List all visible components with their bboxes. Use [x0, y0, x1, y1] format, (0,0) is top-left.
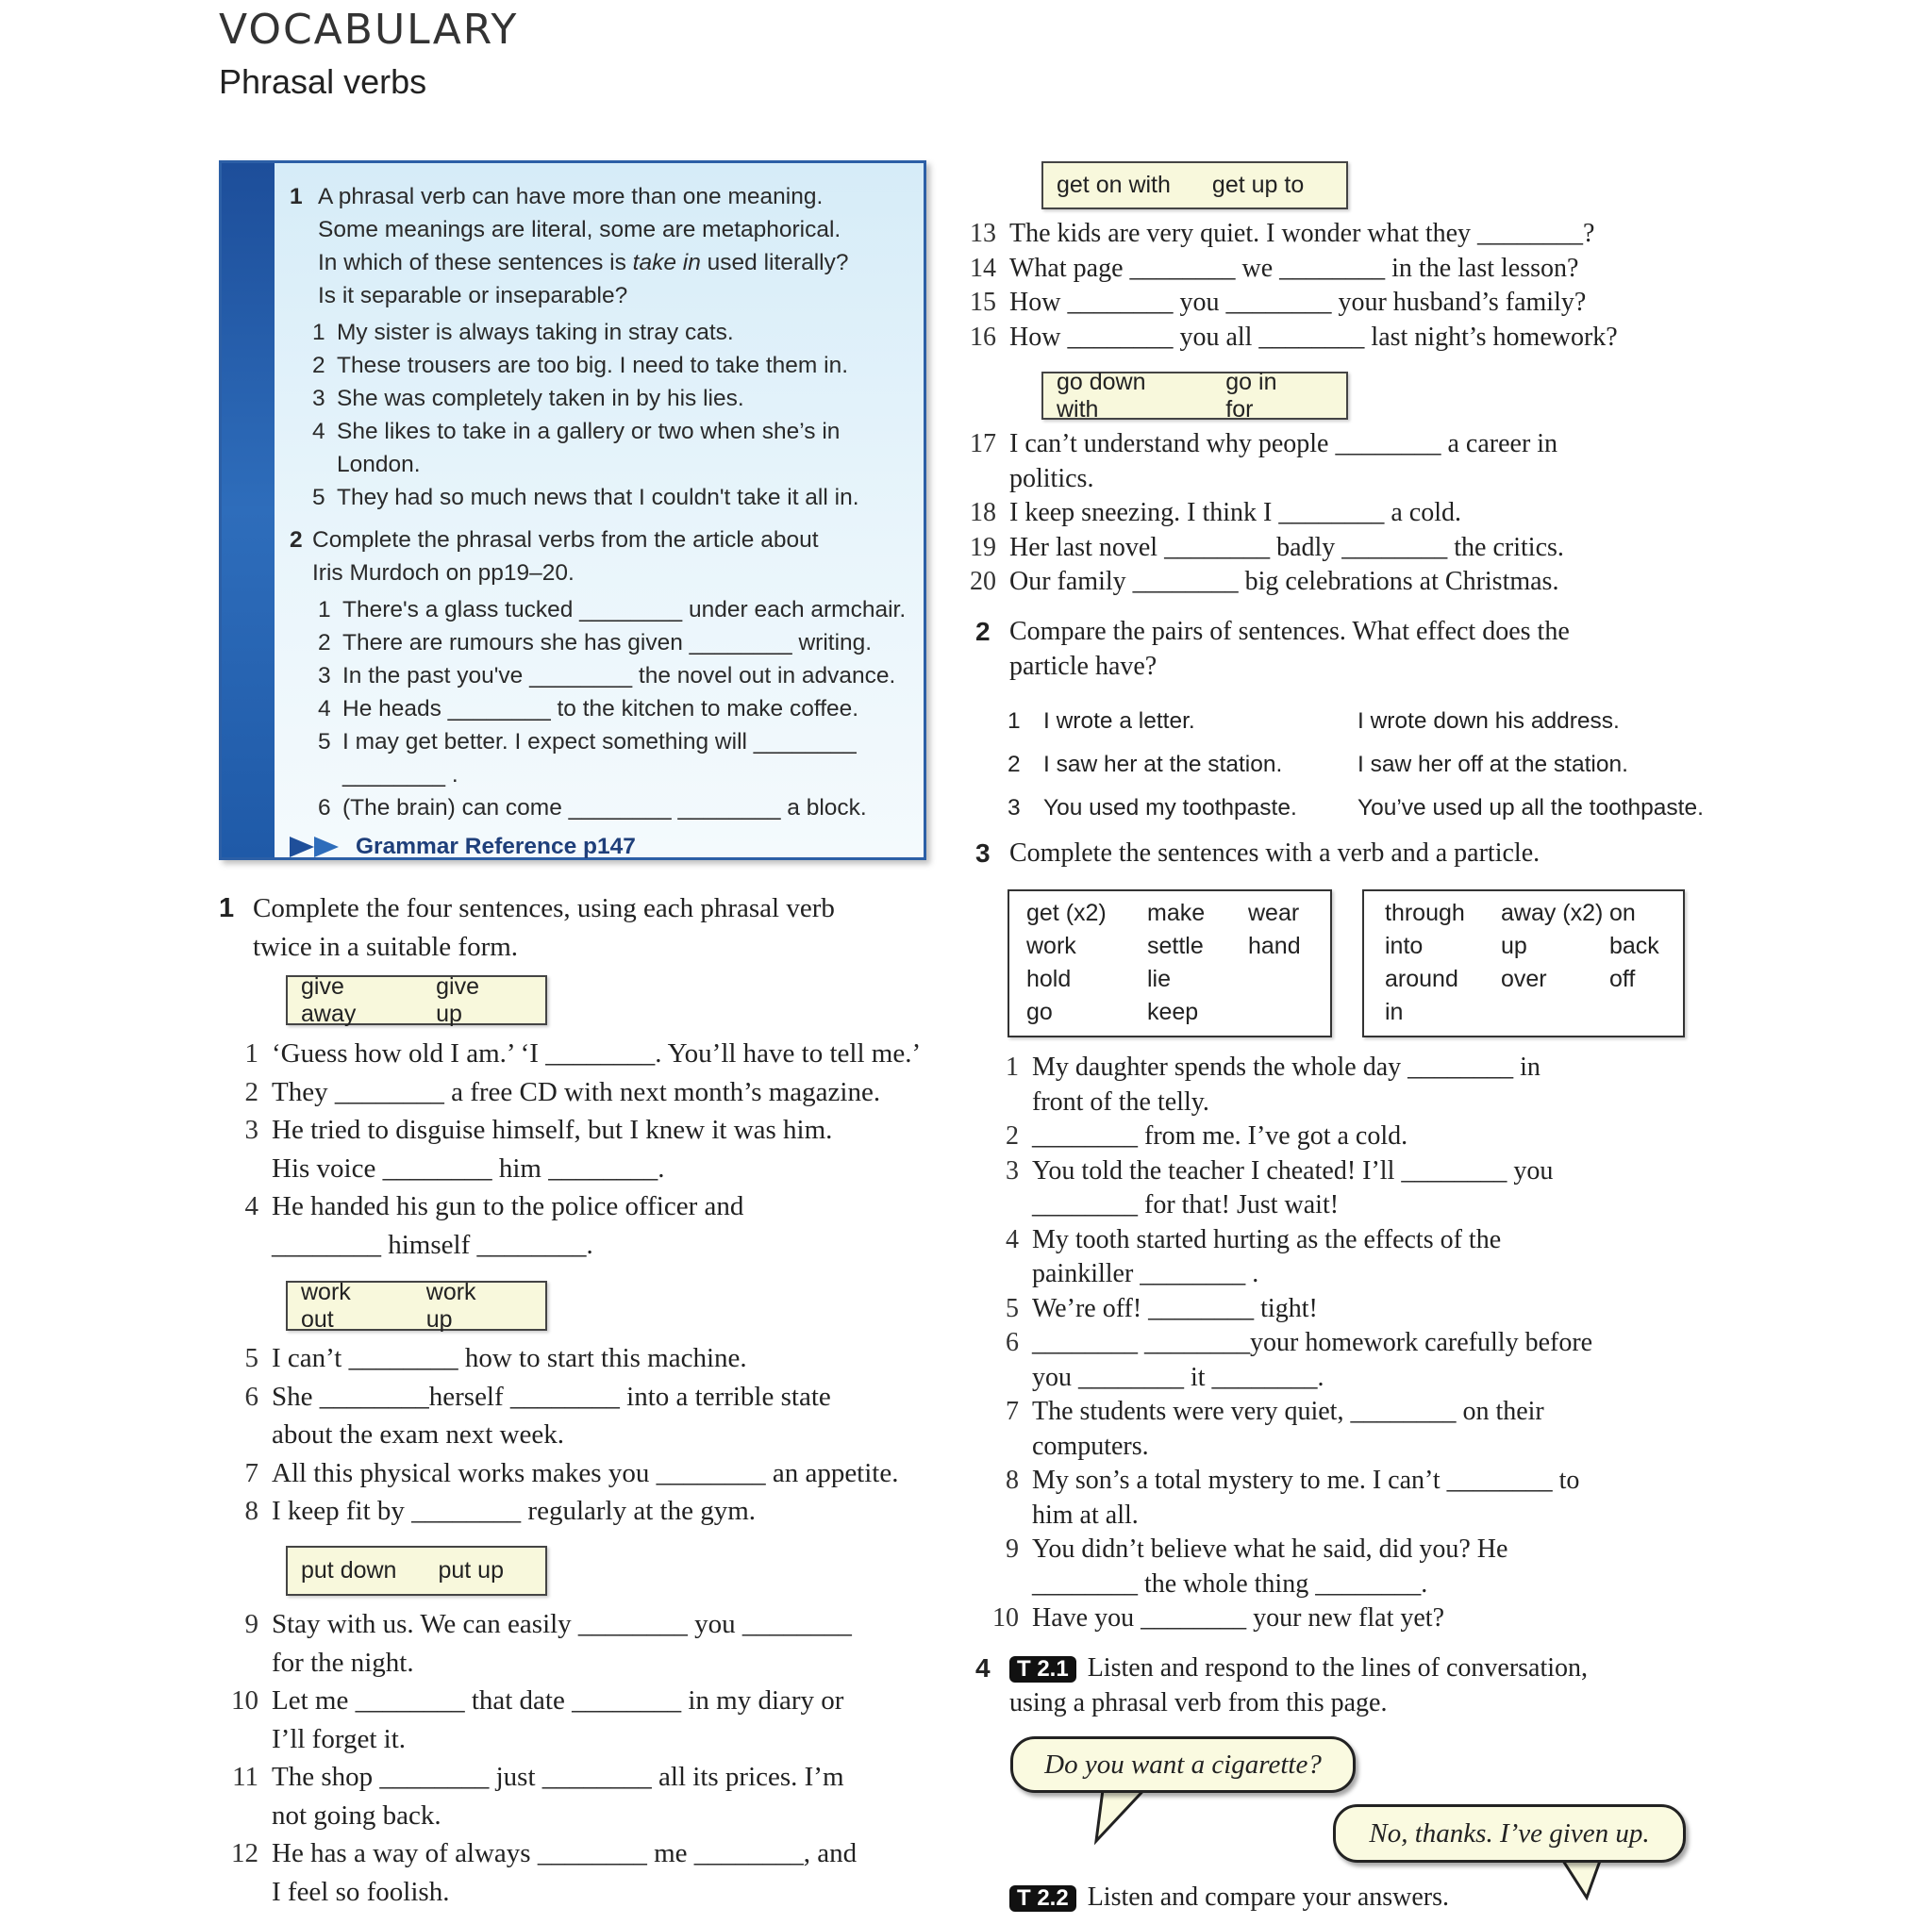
item-text	[272, 1339, 747, 1378]
keyword: give up	[436, 972, 479, 1027]
bubble-text: No, thanks. I’ve given up.	[1369, 1817, 1650, 1849]
item-text	[1032, 1464, 1579, 1533]
item-line: Her last novel ________ badly ________ the critics.	[1009, 532, 1564, 562]
list-item	[975, 1223, 1702, 1292]
word: get (x2)	[1026, 900, 1107, 926]
item-line: He handed his gun to the police officer and	[272, 1191, 744, 1221]
keyword: get up to	[1211, 172, 1305, 198]
item-number: 3	[1006, 1155, 1019, 1186]
item-number: 4	[312, 419, 325, 444]
list-item	[219, 1339, 936, 1378]
list-item	[219, 1111, 936, 1187]
exercise-items-1-4	[219, 1035, 936, 1264]
word: off	[1609, 966, 1636, 992]
item-line: ________ the whole thing ________.	[1032, 1568, 1428, 1599]
item-line: ________ from me. I’ve got a cold.	[1032, 1121, 1408, 1151]
item-line: Have you ________ your new flat yet?	[1032, 1603, 1444, 1633]
word: lie	[1147, 966, 1172, 992]
exercise-items-5-8	[219, 1339, 936, 1531]
keyword: put up	[438, 1557, 504, 1584]
list-item	[219, 1605, 936, 1682]
item-line: Our family ________ big celebrations at Christmas.	[1009, 567, 1559, 596]
word: into	[1385, 933, 1424, 959]
exercise-items-9-12	[219, 1605, 936, 1911]
word: around	[1385, 966, 1458, 992]
exercise-2-instruction	[975, 615, 1570, 684]
item-line: She ________herself ________ into a terrible state	[272, 1381, 831, 1412]
item-text	[1032, 1601, 1444, 1636]
list-item	[975, 1051, 1702, 1120]
item-number: 11	[232, 1762, 258, 1792]
keyword-box-put	[286, 1546, 547, 1596]
item-text	[1009, 427, 1557, 496]
list-item	[219, 1073, 936, 1112]
sentence-pair	[1008, 787, 1704, 830]
item-text	[1009, 496, 1461, 531]
item-text	[272, 1834, 857, 1911]
item-number: 9	[244, 1609, 258, 1639]
speech-bubble-answer	[1333, 1804, 1686, 1863]
list-item	[953, 252, 1698, 287]
item-text	[272, 1492, 756, 1531]
item-line: We’re off! ________ tight!	[1032, 1293, 1318, 1323]
item-line: You told the teacher I cheated! I’ll ________ you	[1032, 1155, 1554, 1186]
item-line: I’ll forget it.	[272, 1723, 407, 1754]
sentence-pairs	[1008, 700, 1704, 830]
item-text: I may get better. I expect something will ________	[342, 729, 857, 755]
item-text	[1032, 1051, 1541, 1120]
audio-track-badge[interactable]: T 2.1	[1009, 1656, 1076, 1683]
list-item	[953, 531, 1698, 566]
list-item	[219, 1492, 936, 1531]
item-line: What page ________ we ________ in the last lesson?	[1009, 253, 1579, 283]
list-item	[953, 321, 1698, 356]
list-item	[312, 382, 914, 415]
item-text	[272, 1378, 831, 1454]
item-text	[272, 1454, 898, 1493]
text: used literally?	[700, 250, 849, 275]
list-item	[318, 593, 914, 626]
sentence-pair	[1008, 700, 1704, 743]
word: through	[1385, 900, 1465, 926]
word: go	[1026, 999, 1053, 1025]
item-number: 10	[231, 1685, 258, 1716]
particles-box	[1362, 889, 1685, 1037]
item-number: 16	[970, 322, 996, 352]
item-number: 7	[244, 1457, 258, 1488]
list-item	[312, 349, 914, 382]
list-item	[219, 1454, 936, 1493]
item-number: 5	[1006, 1293, 1019, 1323]
item-number: 13	[970, 219, 996, 248]
exercise-4-instruction	[975, 1651, 1588, 1720]
item-text: He heads ________ to the kitchen to make coffee.	[342, 696, 859, 722]
question-line: Some meanings are literal, some are metaphorical.	[318, 217, 841, 242]
item-number: 1	[244, 1038, 258, 1069]
keyword: go in for	[1225, 368, 1277, 423]
item-text	[1009, 252, 1578, 287]
item-number: 2	[244, 1076, 258, 1107]
word: back	[1609, 933, 1659, 959]
item-number: 1	[1006, 1053, 1019, 1082]
list-item	[312, 316, 914, 349]
item-line: He tried to disguise himself, but I knew it was him.	[272, 1115, 833, 1145]
instruction-line: particle have?	[1009, 651, 1158, 681]
item-number: 5	[244, 1343, 258, 1373]
item-text	[272, 1758, 844, 1834]
pair-number: 3	[1008, 795, 1021, 821]
item-text	[272, 1073, 880, 1112]
list-item	[219, 1378, 936, 1454]
list-item	[219, 1187, 936, 1264]
grammar-reference-link[interactable]	[290, 830, 914, 863]
list-item	[318, 725, 914, 758]
list-item	[312, 481, 914, 514]
item-line: They ________ a free CD with next month’s magazine.	[272, 1076, 881, 1107]
item-text	[272, 1605, 852, 1682]
item-number: 9	[1006, 1534, 1019, 1564]
item-number: 6	[244, 1381, 258, 1412]
item-number: 6	[1006, 1328, 1019, 1357]
item-text: There are rumours she has given ________ writing.	[342, 630, 873, 655]
pair-sentence-b: I saw her off at the station.	[1357, 752, 1628, 777]
speech-bubble-question	[1010, 1736, 1356, 1793]
exercise-number: 4	[975, 1653, 991, 1683]
item-line: How ________ you ________ your husband’s family?	[1009, 288, 1587, 317]
list-item	[318, 692, 914, 725]
pair-sentence-a: I saw her at the station.	[1043, 752, 1283, 777]
item-number: 1	[318, 597, 331, 622]
item-number: 6	[318, 795, 331, 821]
item-number: 12	[231, 1838, 258, 1868]
item-number: 8	[1006, 1466, 1019, 1495]
pair-sentence-b: You’ve used up all the toothpaste.	[1357, 795, 1704, 821]
item-line: I can’t ________ how to start this machine.	[272, 1343, 747, 1373]
word: away (x2)	[1501, 900, 1604, 926]
keyword-box-get	[1041, 161, 1348, 209]
list-item	[219, 1834, 936, 1911]
list-item	[975, 1326, 1702, 1395]
keyword-box-give	[286, 972, 547, 1027]
exercise-3-items	[975, 1051, 1702, 1636]
word: hold	[1026, 966, 1072, 992]
item-text	[1032, 1395, 1544, 1464]
list-item	[975, 1395, 1702, 1464]
word: in	[1385, 999, 1404, 1025]
grammar-reference-label: Grammar Reference p147	[356, 834, 636, 859]
item-line: I keep sneezing. I think I ________ a cold.	[1009, 498, 1461, 527]
keyword: put down	[301, 1557, 397, 1584]
instruction-line: Compare the pairs of sentences. What effect does the	[1009, 617, 1570, 646]
item-line: He has a way of always ________ me ________, and	[272, 1838, 858, 1868]
list-item	[318, 791, 914, 824]
item-line: for the night.	[272, 1647, 414, 1678]
sentence-pair	[1008, 743, 1704, 787]
word: make	[1147, 900, 1206, 926]
keyword: work up	[425, 1278, 476, 1333]
list-item	[975, 1154, 1702, 1223]
page-title: VOCABULARY	[219, 6, 519, 54]
item-line: My daughter spends the whole day ________ in	[1032, 1053, 1541, 1082]
item-text	[1009, 531, 1564, 566]
item-line: All this physical works makes you ________ an appetite.	[272, 1457, 899, 1488]
list-item	[975, 1601, 1702, 1636]
keyword: give away	[301, 972, 357, 1027]
instruction-line: Complete the sentences with a verb and a particle.	[1009, 838, 1541, 868]
word: wear	[1248, 900, 1300, 926]
item-line: ________ ________your homework carefully before	[1032, 1328, 1593, 1357]
item-line: My tooth started hurting as the effects of the	[1032, 1224, 1502, 1254]
item-number: 18	[970, 498, 996, 527]
question-line: A phrasal verb can have more than one meaning.	[318, 184, 824, 209]
item-text	[1009, 321, 1618, 356]
item-number: 1	[312, 320, 325, 345]
word: keep	[1147, 999, 1199, 1025]
item-text	[1009, 217, 1594, 252]
item-number: 5	[318, 729, 331, 755]
item-line: ________ himself ________.	[272, 1229, 593, 1260]
item-number: 5	[312, 485, 325, 510]
instruction-line: using a phrasal verb from this page.	[1009, 1687, 1388, 1717]
item-line: computers.	[1032, 1431, 1149, 1461]
word: over	[1501, 966, 1547, 992]
item-number: 3	[318, 663, 331, 688]
list-item	[975, 1120, 1702, 1154]
item-number: 17	[970, 429, 996, 458]
box-question-1-items	[290, 316, 914, 514]
item-line: I keep fit by ________ regularly at the gym.	[272, 1496, 757, 1526]
question-line: Is it separable or inseparable?	[318, 283, 628, 308]
item-number: 3	[312, 386, 325, 411]
item-line: My son’s a total mystery to me. I can’t ________ to	[1032, 1466, 1580, 1495]
item-text: They had so much news that I couldn't take it all in.	[337, 485, 859, 510]
exercise-number: 3	[975, 838, 991, 868]
item-text	[1032, 1326, 1592, 1395]
box-stripe	[222, 163, 275, 857]
list-item	[975, 1464, 1702, 1533]
question-number: 1	[290, 184, 303, 209]
keyword-box-go	[1041, 368, 1348, 423]
item-line: The kids are very quiet. I wonder what they ________?	[1009, 219, 1595, 248]
keyword: get on with	[1057, 172, 1171, 198]
item-number: 15	[970, 288, 996, 317]
item-line: I feel so foolish.	[272, 1876, 450, 1907]
item-line: The students were very quiet, ________ on their	[1032, 1397, 1544, 1426]
item-number	[318, 758, 342, 791]
item-line: Stay with us. We can easily ________ you ________	[272, 1609, 852, 1639]
exercise-items-17-20	[953, 427, 1698, 600]
bubble-text: Do you want a cigarette?	[1044, 1749, 1322, 1780]
item-text: These trousers are too big. I need to take them in.	[337, 353, 849, 378]
word: on	[1609, 900, 1636, 926]
exercise-number: 2	[975, 617, 991, 646]
item-number: 4	[1006, 1224, 1019, 1254]
question-line: Iris Murdoch on pp19–20.	[312, 560, 575, 586]
item-text: She likes to take in a gallery or two when she’s in London.	[337, 419, 841, 477]
emphasis: take in	[632, 250, 701, 275]
item-text: ________ .	[342, 762, 458, 788]
item-text	[272, 1187, 743, 1264]
item-number: 4	[318, 696, 331, 722]
item-text	[272, 1682, 843, 1758]
item-line: You didn’t believe what he said, did you? He	[1032, 1534, 1508, 1564]
page-subtitle: Phrasal verbs	[219, 62, 427, 101]
exercise-3-instruction	[975, 837, 1540, 871]
item-text	[1032, 1120, 1407, 1154]
item-line: ________ for that! Just wait!	[1032, 1190, 1340, 1219]
item-text: She was completely taken in by his lies.	[337, 386, 744, 411]
pair-number: 2	[1008, 752, 1021, 777]
exercise-number: 1	[219, 893, 235, 923]
double-arrow-icon	[290, 835, 346, 859]
instruction-line: twice in a suitable form.	[253, 931, 519, 962]
instruction-line: Complete the four sentences, using each phrasal verb	[253, 893, 835, 923]
box-question-2-items	[290, 593, 914, 824]
keyword-box-work	[286, 1278, 547, 1333]
word: work	[1026, 933, 1076, 959]
item-line: about the exam next week.	[272, 1419, 565, 1450]
item-number: 14	[970, 253, 996, 283]
item-number: 3	[244, 1115, 258, 1145]
compare-answers	[1009, 1881, 1449, 1916]
item-text	[1032, 1533, 1507, 1601]
list-item	[318, 659, 914, 692]
audio-track-badge[interactable]: T 2.2	[1009, 1885, 1076, 1912]
list-item	[219, 1682, 936, 1758]
question-line: Complete the phrasal verbs from the article about	[312, 527, 819, 553]
exercise-1-instruction	[219, 889, 835, 966]
word: settle	[1147, 933, 1204, 959]
item-text	[1009, 565, 1558, 600]
item-line: His voice ________ him ________.	[272, 1153, 665, 1184]
pair-sentence-b: I wrote down his address.	[1357, 708, 1620, 734]
item-text: (The brain) can come ________ ________ a block.	[342, 795, 867, 821]
pair-number: 1	[1008, 708, 1021, 734]
list-item	[953, 217, 1698, 252]
list-item	[975, 1292, 1702, 1327]
item-line: ‘Guess how old I am.’ ‘I ________. You’ll have to tell me.’	[272, 1038, 922, 1069]
item-text: There's a glass tucked ________ under each armchair.	[342, 597, 907, 622]
list-item	[953, 427, 1698, 496]
list-item	[975, 1533, 1702, 1601]
exercise-items-13-16	[953, 217, 1698, 355]
list-item	[318, 626, 914, 659]
item-text: My sister is always taking in stray cats.	[337, 320, 734, 345]
box-question-1	[290, 180, 914, 312]
instruction-line: Listen and respond to the lines of conversation,	[1087, 1653, 1589, 1683]
list-item	[953, 286, 1698, 321]
list-item	[953, 565, 1698, 600]
item-number: 20	[970, 567, 996, 596]
compare-text: Listen and compare your answers.	[1087, 1883, 1450, 1912]
question-number: 2	[290, 527, 303, 553]
item-number: 2	[318, 630, 331, 655]
item-text	[1032, 1154, 1553, 1223]
item-line: politics.	[1009, 463, 1094, 493]
item-line: The shop ________ just ________ all its prices. I’m	[272, 1762, 844, 1792]
pair-sentence-a: You used my toothpaste.	[1043, 795, 1297, 821]
item-text	[272, 1111, 832, 1187]
item-line: front of the telly.	[1032, 1086, 1209, 1117]
text: In which of these sentences is	[318, 250, 633, 275]
item-number: 19	[970, 532, 996, 562]
item-number: 10	[992, 1603, 1019, 1633]
word: up	[1501, 933, 1527, 959]
item-line: painkiller ________ .	[1032, 1259, 1259, 1288]
verbs-box	[1008, 889, 1332, 1037]
item-line: I can’t understand why people ________ a career in	[1009, 429, 1558, 458]
keyword: work out	[301, 1278, 351, 1333]
item-number: 2	[1006, 1121, 1019, 1151]
item-text	[1032, 1292, 1318, 1327]
list-item	[219, 1758, 936, 1834]
item-line: How ________ you all ________ last night’s homework?	[1009, 322, 1618, 352]
list-item	[219, 1035, 936, 1073]
item-text	[1009, 286, 1586, 321]
list-item	[953, 496, 1698, 531]
item-line: not going back.	[272, 1800, 441, 1831]
item-text	[1032, 1223, 1501, 1292]
item-line: Let me ________ that date ________ in my diary or	[272, 1685, 844, 1716]
pair-sentence-a: I wrote a letter.	[1043, 708, 1195, 734]
list-item	[312, 415, 914, 481]
question-line	[318, 246, 848, 279]
item-text	[272, 1035, 921, 1073]
item-number: 4	[244, 1191, 258, 1221]
item-number: 2	[312, 353, 325, 378]
grammar-box	[219, 160, 926, 860]
keyword: go down with	[1057, 368, 1146, 423]
item-number: 7	[1006, 1397, 1019, 1426]
item-line: you ________ it ________.	[1032, 1362, 1324, 1392]
box-question-2	[290, 523, 914, 589]
item-number: 8	[244, 1496, 258, 1526]
item-line: him at all.	[1032, 1500, 1139, 1530]
item-text: In the past you've ________ the novel out in advance.	[342, 663, 896, 688]
list-item	[318, 758, 914, 791]
word: hand	[1248, 933, 1301, 959]
